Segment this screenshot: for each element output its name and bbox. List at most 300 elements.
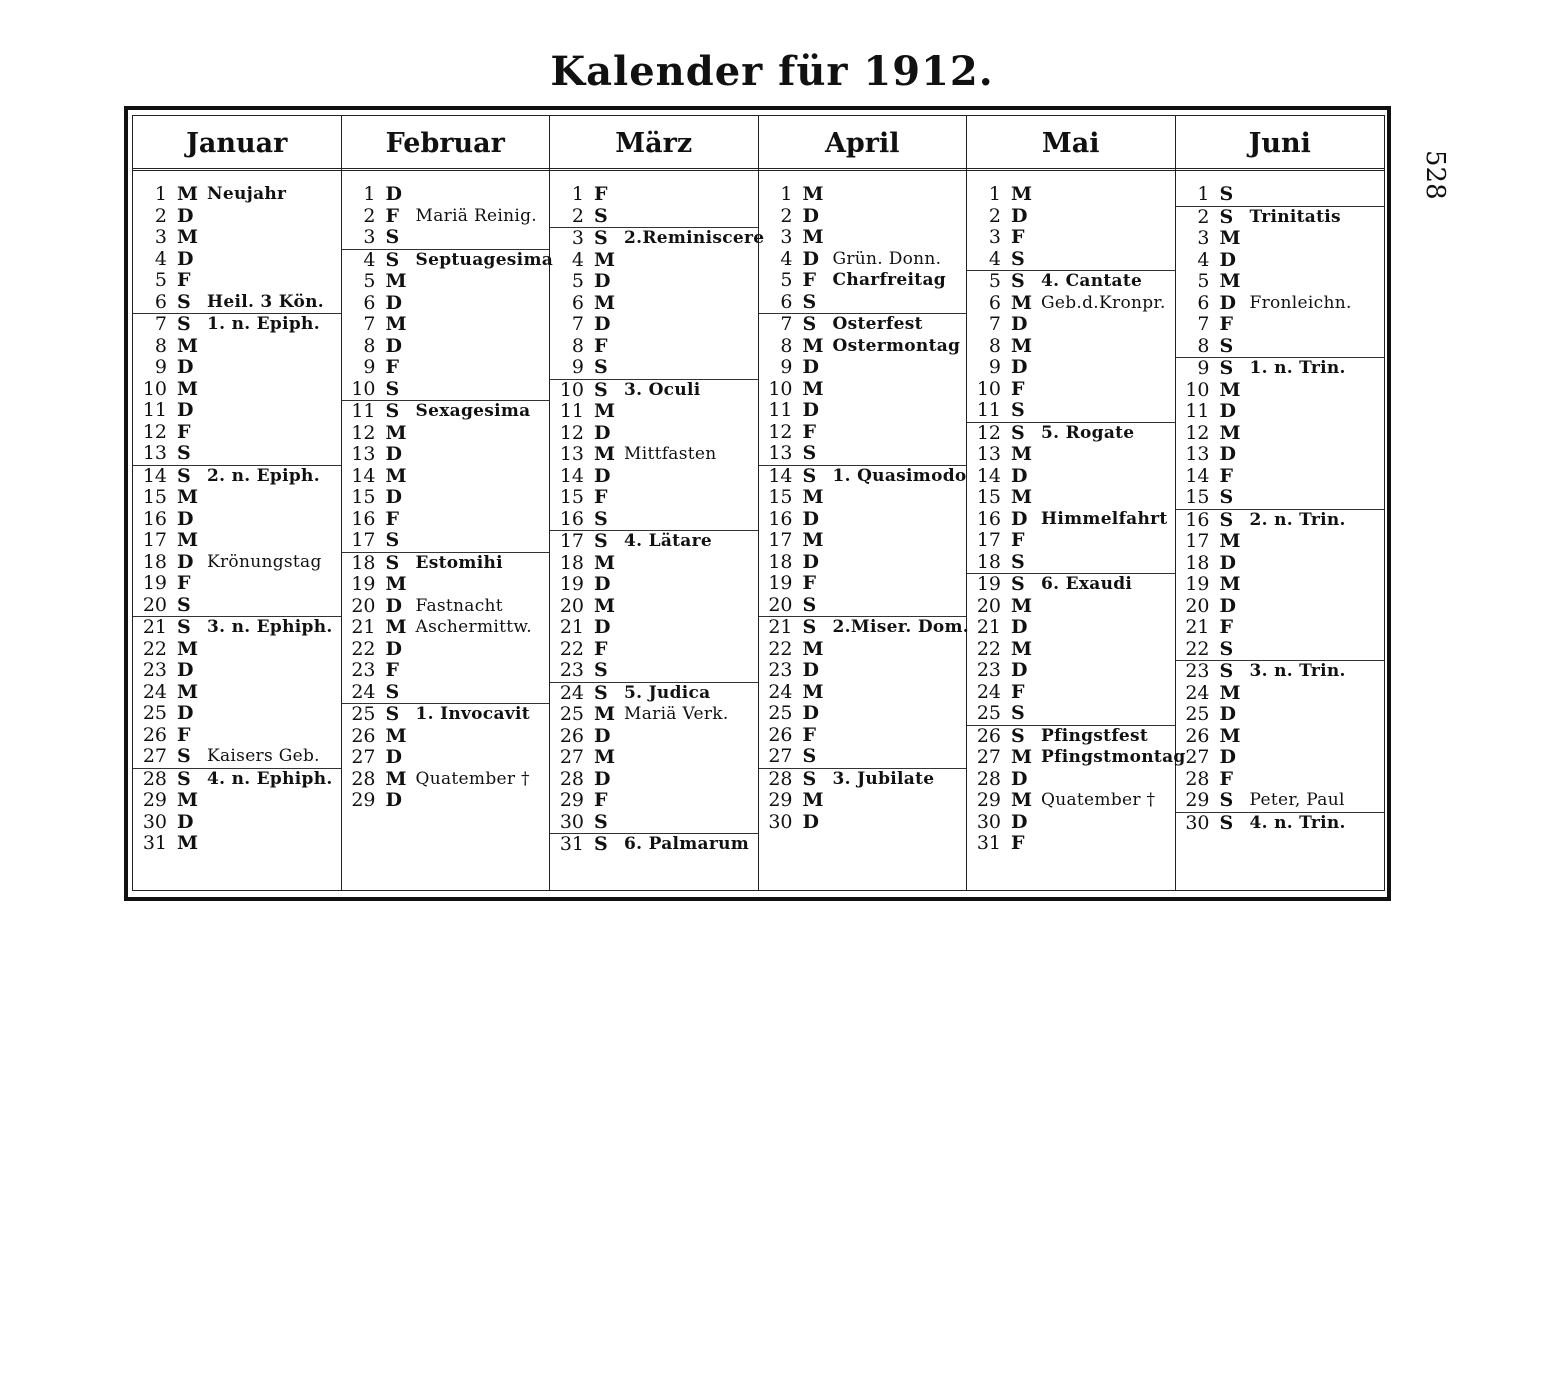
weekday-letter: S	[1219, 811, 1234, 834]
weekday-letter: D	[802, 356, 819, 378]
day-row	[967, 227, 1175, 249]
day-note: Kaisers Geb.	[207, 746, 320, 766]
day-note: Mariä Reinig.	[415, 205, 538, 226]
day-number: 26	[768, 723, 793, 746]
day-row	[133, 292, 341, 314]
day-number: 25	[559, 703, 584, 725]
month-name: Juni	[1176, 116, 1385, 171]
day-note: 3. Jubilate	[832, 768, 935, 789]
day-row	[1176, 206, 1385, 229]
day-row	[967, 596, 1175, 618]
day-row	[550, 250, 758, 272]
day-row	[1176, 553, 1385, 575]
day-number: 28	[1185, 767, 1210, 790]
weekday-letter: D	[385, 183, 402, 205]
weekday-letter: S	[177, 313, 191, 335]
day-number: 16	[768, 507, 793, 530]
weekday-letter: S	[802, 290, 817, 313]
day-number: 15	[768, 486, 793, 508]
weekday-letter: S	[177, 464, 191, 487]
day-number: 18	[1185, 551, 1210, 574]
day-number: 25	[976, 702, 1001, 724]
day-row	[133, 812, 341, 834]
day-row	[342, 487, 550, 509]
weekday-letter: D	[177, 507, 194, 530]
weekday-letter: M	[802, 183, 824, 205]
weekday-letter: S	[1219, 486, 1234, 508]
day-row	[967, 660, 1175, 682]
day-row	[967, 400, 1175, 422]
weekday-letter: M	[177, 334, 199, 357]
day-row	[550, 574, 758, 596]
day-number: 14	[768, 464, 793, 487]
day-row	[967, 703, 1175, 725]
day-number: 17	[559, 530, 584, 552]
day-number: 23	[768, 659, 793, 681]
day-row	[133, 443, 341, 465]
day-number: 14	[976, 464, 1001, 487]
day-row	[1176, 812, 1385, 835]
day-row	[759, 443, 967, 465]
day-note: 2.Miser. Dom.	[832, 617, 970, 637]
month-column	[342, 116, 554, 890]
weekday-letter: S	[1011, 421, 1025, 444]
weekday-letter: D	[594, 724, 611, 747]
weekday-letter: S	[594, 659, 608, 681]
day-row	[133, 725, 341, 747]
weekday-letter: M	[1011, 183, 1033, 205]
weekday-letter: F	[802, 723, 816, 746]
day-note: 1. n. Epiph.	[207, 314, 320, 334]
day-row	[342, 271, 550, 293]
day-number: 30	[559, 810, 584, 833]
day-number: 15	[559, 486, 584, 508]
day-number: 26	[559, 724, 584, 747]
weekday-letter: F	[1219, 464, 1233, 487]
day-row	[967, 746, 1186, 769]
day-row	[1176, 509, 1385, 532]
day-number: 24	[1185, 681, 1210, 704]
day-number: 26	[142, 723, 167, 746]
day-row	[550, 553, 758, 575]
page-title: Kalender für 1912.	[550, 48, 994, 95]
weekday-letter: M	[385, 464, 407, 487]
day-number: 7	[780, 313, 793, 335]
day-row	[1176, 747, 1385, 769]
day-note: Peter, Paul	[1249, 790, 1345, 810]
day-note: Krönungstag	[207, 551, 322, 572]
day-row	[342, 184, 550, 206]
day-number: 22	[768, 637, 793, 660]
weekday-letter: S	[177, 442, 191, 464]
weekday-letter: D	[1011, 810, 1028, 833]
day-row	[133, 682, 341, 704]
day-number: 8	[571, 334, 584, 357]
weekday-letter: S	[1219, 183, 1234, 205]
weekday-letter: D	[177, 810, 194, 833]
day-row	[759, 227, 967, 249]
weekday-letter: M	[385, 767, 407, 790]
day-number: 29	[559, 789, 584, 811]
weekday-letter: M	[1011, 789, 1033, 811]
day-row	[759, 249, 967, 271]
day-row	[759, 292, 967, 314]
day-number: 15	[142, 486, 167, 508]
day-number: 25	[142, 702, 167, 724]
weekday-letter: M	[177, 832, 199, 854]
weekday-letter: D	[1219, 291, 1236, 314]
weekday-letter: S	[1011, 399, 1025, 421]
day-note: Trinitatis	[1249, 206, 1341, 227]
weekday-letter: F	[802, 572, 816, 594]
month-column	[133, 116, 342, 890]
weekday-letter: D	[385, 486, 402, 508]
day-list	[342, 183, 554, 812]
day-number: 27	[559, 746, 584, 768]
day-number: 1	[1197, 183, 1210, 205]
day-row	[550, 271, 758, 293]
day-number: 7	[363, 313, 376, 335]
day-row	[550, 466, 758, 488]
day-list	[133, 184, 341, 855]
day-number: 28	[142, 767, 167, 790]
weekday-letter: F	[1011, 226, 1025, 248]
day-number: 3	[780, 226, 793, 248]
day-row	[967, 270, 1175, 293]
weekday-letter: D	[1219, 248, 1236, 271]
day-list	[759, 183, 970, 833]
day-row	[133, 509, 341, 531]
day-row	[1176, 336, 1385, 358]
day-note: Pfingstmontag	[1041, 747, 1186, 767]
day-note: 2.Reminiscere	[624, 228, 765, 248]
weekday-letter: D	[177, 399, 194, 421]
day-row	[1176, 444, 1385, 466]
day-row	[759, 552, 967, 574]
day-row	[759, 206, 967, 228]
weekday-letter: S	[177, 593, 191, 616]
day-number: 18	[142, 550, 167, 573]
day-note: 6. Exaudi	[1041, 574, 1133, 594]
weekday-letter: S	[594, 204, 608, 227]
weekday-letter: S	[385, 226, 400, 248]
day-number: 21	[142, 616, 167, 638]
weekday-letter: D	[802, 659, 819, 681]
day-note: Pfingstfest	[1041, 725, 1149, 746]
weekday-letter: D	[802, 247, 819, 270]
day-note: Charfreitag	[832, 270, 946, 290]
month-name: Februar	[342, 116, 550, 171]
day-row	[759, 768, 967, 791]
day-number: 16	[976, 507, 1001, 530]
day-number: 2	[1197, 205, 1210, 228]
day-number: 26	[1185, 724, 1210, 747]
day-note: 3. n. Trin.	[1249, 661, 1346, 681]
weekday-letter: M	[802, 377, 824, 400]
day-number: 22	[351, 637, 376, 660]
day-number: 15	[1185, 486, 1210, 508]
weekday-letter: D	[1011, 356, 1028, 378]
weekday-letter: M	[802, 637, 824, 660]
month-column	[550, 116, 765, 890]
day-row	[550, 812, 758, 834]
day-row	[133, 660, 341, 682]
day-number: 10	[559, 378, 584, 401]
day-number: 27	[142, 745, 167, 767]
day-number: 16	[351, 507, 376, 530]
weekday-letter: D	[177, 659, 194, 681]
day-number: 6	[1197, 291, 1210, 314]
day-number: 16	[559, 507, 584, 530]
day-row	[1176, 617, 1385, 639]
weekday-letter: M	[802, 529, 824, 551]
day-number: 28	[559, 767, 584, 790]
day-row	[1176, 596, 1385, 618]
weekday-letter: D	[1011, 616, 1028, 638]
day-row	[759, 682, 967, 704]
weekday-letter: F	[594, 183, 608, 205]
day-row	[967, 509, 1175, 531]
weekday-letter: S	[594, 530, 608, 552]
day-row	[759, 660, 967, 682]
day-row	[550, 487, 758, 509]
day-number: 13	[351, 443, 376, 465]
day-row	[342, 379, 550, 401]
weekday-letter: D	[1011, 204, 1028, 227]
day-row	[967, 249, 1175, 271]
weekday-letter: D	[1219, 703, 1236, 725]
day-row	[342, 769, 550, 791]
day-number: 9	[363, 356, 376, 378]
day-row	[759, 270, 967, 292]
day-row	[1176, 726, 1385, 748]
day-note: 4. n. Trin.	[1249, 812, 1346, 833]
day-number: 9	[571, 356, 584, 378]
day-number: 31	[559, 833, 584, 855]
weekday-letter: M	[177, 637, 199, 660]
day-row	[1176, 660, 1385, 683]
weekday-letter: F	[1219, 313, 1233, 335]
weekday-letter: D	[594, 616, 611, 638]
day-row	[342, 227, 550, 249]
day-row	[133, 313, 341, 336]
weekday-letter: D	[385, 291, 402, 314]
weekday-letter: S	[1219, 660, 1234, 682]
day-row	[550, 293, 758, 315]
day-number: 14	[1185, 464, 1210, 487]
day-row	[759, 313, 967, 336]
day-row	[759, 400, 967, 422]
day-row	[1176, 357, 1385, 380]
day-number: 27	[976, 746, 1001, 768]
day-number: 27	[768, 745, 793, 767]
weekday-letter: S	[385, 680, 400, 703]
day-row	[550, 379, 758, 402]
weekday-letter: D	[802, 550, 819, 573]
weekday-letter: S	[385, 248, 400, 271]
day-number: 1	[780, 183, 793, 205]
weekday-letter: S	[177, 767, 191, 790]
day-number: 6	[363, 291, 376, 314]
day-row	[967, 812, 1175, 834]
day-row	[550, 596, 758, 618]
day-number: 22	[976, 637, 1001, 660]
day-number: 2	[988, 204, 1001, 227]
day-row	[550, 617, 758, 639]
day-number: 3	[571, 227, 584, 249]
weekday-letter: S	[385, 377, 400, 400]
day-note: 4. Cantate	[1041, 271, 1143, 291]
day-number: 7	[1197, 313, 1210, 335]
weekday-letter: D	[1219, 443, 1236, 465]
day-row	[759, 509, 967, 531]
weekday-letter: S	[1011, 270, 1025, 292]
day-number: 20	[351, 594, 376, 617]
day-number: 12	[351, 421, 376, 444]
day-row	[1176, 531, 1385, 553]
weekday-letter: D	[385, 746, 402, 768]
weekday-letter: F	[385, 507, 399, 530]
day-row	[1176, 250, 1385, 272]
weekday-letter: S	[1219, 789, 1234, 811]
day-row	[133, 357, 341, 379]
day-number: 11	[976, 399, 1001, 421]
day-row	[550, 682, 758, 705]
weekday-letter: D	[385, 443, 402, 465]
weekday-letter: M	[1219, 573, 1241, 595]
day-number: 28	[351, 767, 376, 790]
day-row	[550, 423, 758, 445]
day-row	[1176, 683, 1385, 705]
day-number: 10	[351, 377, 376, 400]
day-row	[967, 790, 1175, 812]
day-note: Quatember †	[1041, 790, 1156, 810]
day-row	[133, 552, 341, 574]
weekday-letter: M	[594, 400, 616, 422]
day-row	[1176, 466, 1385, 488]
day-row	[342, 357, 550, 379]
day-row	[759, 184, 967, 206]
day-row	[967, 530, 1175, 552]
weekday-letter: S	[594, 681, 608, 704]
day-number: 4	[154, 247, 167, 270]
day-row	[133, 703, 341, 725]
day-row	[967, 357, 1175, 379]
day-note: Estomihi	[415, 552, 503, 573]
weekday-letter: M	[385, 616, 407, 638]
day-note: Neujahr	[207, 184, 287, 204]
day-row	[759, 616, 970, 639]
day-note: 1. Invocavit	[415, 704, 530, 724]
day-row	[133, 746, 341, 768]
day-number: 25	[768, 702, 793, 724]
day-row	[342, 747, 550, 769]
weekday-letter: F	[802, 269, 816, 291]
weekday-letter: F	[1011, 529, 1025, 551]
day-row	[550, 509, 758, 531]
day-row	[342, 336, 550, 358]
weekday-letter: M	[1011, 486, 1033, 508]
day-row	[1176, 769, 1385, 791]
day-number: 27	[351, 746, 376, 768]
day-number: 11	[768, 399, 793, 421]
weekday-letter: D	[802, 399, 819, 421]
day-number: 24	[142, 680, 167, 703]
day-number: 3	[1197, 227, 1210, 249]
day-number: 29	[351, 789, 376, 811]
day-list	[967, 183, 1186, 855]
day-number: 2	[363, 204, 376, 227]
day-note: 1. Quasimodo	[832, 465, 967, 486]
day-number: 18	[976, 550, 1001, 573]
weekday-letter: S	[594, 833, 608, 855]
day-number: 10	[768, 377, 793, 400]
weekday-letter: M	[802, 226, 824, 248]
day-row	[967, 379, 1175, 401]
day-number: 8	[154, 334, 167, 357]
day-row	[342, 682, 550, 704]
day-number: 11	[1185, 400, 1210, 422]
weekday-letter: D	[385, 594, 402, 617]
day-number: 13	[976, 443, 1001, 465]
weekday-letter: D	[1011, 464, 1028, 487]
day-number: 29	[1185, 789, 1210, 811]
day-number: 12	[559, 421, 584, 444]
day-note: Fastnacht	[415, 595, 503, 616]
day-row	[133, 249, 341, 271]
day-number: 20	[976, 594, 1001, 617]
weekday-letter: D	[177, 702, 194, 724]
day-row	[967, 833, 1175, 855]
day-row	[342, 293, 550, 315]
day-number: 9	[154, 356, 167, 378]
day-row	[759, 812, 967, 834]
month-name: März	[550, 116, 758, 171]
day-number: 5	[988, 270, 1001, 292]
weekday-letter: M	[1011, 637, 1033, 660]
day-number: 5	[154, 269, 167, 291]
day-number: 20	[768, 593, 793, 616]
day-number: 1	[988, 183, 1001, 205]
day-row	[759, 573, 967, 595]
day-row	[967, 422, 1175, 445]
day-row	[133, 465, 341, 488]
weekday-letter: S	[802, 464, 817, 487]
day-number: 9	[988, 356, 1001, 378]
day-row	[133, 270, 341, 292]
day-number: 17	[351, 529, 376, 551]
weekday-letter: S	[385, 400, 400, 422]
weekday-letter: S	[1219, 357, 1234, 379]
day-row	[1176, 271, 1385, 293]
weekday-letter: D	[594, 421, 611, 444]
weekday-letter: F	[177, 723, 191, 746]
day-note: Geb.d.Kronpr.	[1041, 292, 1166, 313]
weekday-letter: D	[1011, 767, 1028, 790]
day-row	[133, 573, 341, 595]
day-number: 24	[768, 680, 793, 703]
calendar-grid	[132, 115, 1385, 891]
day-number: 23	[976, 659, 1001, 681]
day-row	[342, 400, 550, 423]
day-note: Himmelfahrt	[1041, 508, 1168, 529]
weekday-letter: F	[177, 572, 191, 594]
day-row	[1176, 790, 1385, 812]
weekday-letter: D	[594, 767, 611, 790]
day-row	[1176, 401, 1385, 423]
day-number: 14	[351, 464, 376, 487]
weekday-letter: D	[802, 204, 819, 227]
